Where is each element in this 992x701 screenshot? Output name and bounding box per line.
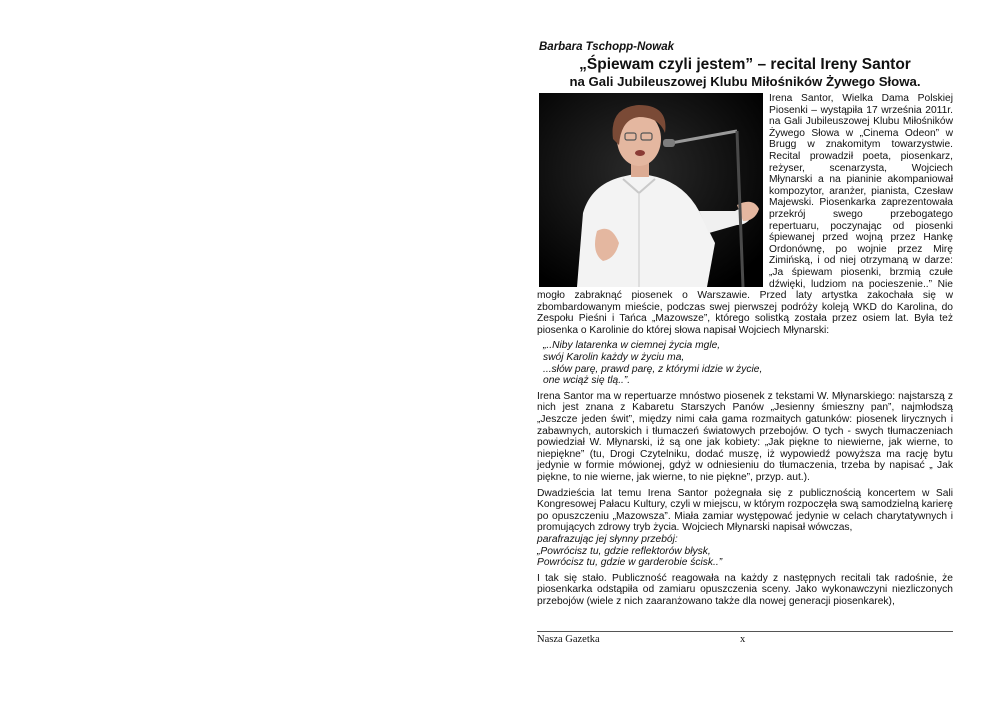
- article-title: „Śpiewam czyli jestem” – recital Ireny Santor: [579, 56, 911, 73]
- singer-photo-icon: [539, 93, 763, 287]
- singer-photo: [539, 93, 763, 287]
- quote-line: Powrócisz tu, gdzie w garderobie ścisk..”: [537, 557, 723, 569]
- article-intro-paragraph: Irena Santor, Wielka Dama Polskiej Piosenki – wystąpiła 17 września 2011r. na Gali Jubileuszowej Klubu Miłośników Żywego Słowa w „Cinema Odeon” w Brugg w znakomitym towarzystwie. Recital prowadził poeta, piosenkarz, reżyser, scenarzysta, Wojciech Młynarski a na pianinie akompaniował kompozytor, aranżer, pianista, Czesław Majewski. Piosenkarka zaprezentowała przekrój swego przebogatego repertuaru, poczynając od piosenki śpiewanej przed wojną przez Hankę Ordonównę, po wojnie przez Mirę Zimińską, i od niej otrzymaną w darze: „Ja śpiewam piosenki, brzmią czułe dźwięki, ludziom na pocieszenie..” Nie mogło zabraknąć piosenek o Warszawie. Przed laty artystka zakochała się w zbombardowanym mieście, podczas swej pierwszej podróży koleją WKD do Karolina, do Zespołu Pieśni i Tańca „Mazowsze”, którego solistką została przez osiem lat. Była też piosenka o Karolinie do której słowa napisał Wojciech Młynarski:: [537, 93, 953, 336]
- comeback-quote: [537, 534, 953, 569]
- quote-line: one wciąż się tlą..”.: [543, 375, 631, 387]
- quote-line: „Powrócisz tu, gdzie reflektorów błysk,: [537, 545, 711, 557]
- return-paragraph: I tak się stało. Publiczność reagowała na każdy z następnych recitali tak radośnie, że piosenkarka odstąpiła od zamiaru opuszczenia sceny. Jako wykonawczyni niezliczonych przebojów (wiele z nich zaaranżowano także dla nowej generacji piosenkarek),: [537, 572, 953, 607]
- quote-line: swój Karolin każdy w życiu ma,: [543, 352, 685, 364]
- publication-name: Nasza Gazetka: [537, 634, 600, 645]
- article-page: [537, 40, 953, 612]
- quote-line: „..Niby latarenka w ciemnej życia mgle,: [543, 340, 721, 352]
- page-footer: [537, 631, 953, 645]
- repertoire-paragraph: Irena Santor ma w repertuarze mnóstwo piosenek z tekstami W. Młynarskiego: najstarszą z nich jest znana z Kabaretu Starszych Panów „Jesienny śmieszny pan”, najmłodszą „Jeszcze jeden świt”, między nimi cała gama rozmaitych gatunków: piosenek lirycznych i zabawnych, autorskich i tłumaczeń światowych przebojów. O tych - swych tłumaczeniach powiedział W. Młynarski, iż są one jak kobiety: „Jak piękne to niewierne, jak wierne, to niepiękne” (tu, Drogi Czytelniku, dodać muszę, iż wypowiedź powyższa ma rację bytu jedynie w formie mówionej, gdyż w odniesieniu do tłumaczenia, trzeba by napisać „ Jak piękne, to nie wierne, jak wierne, to nie piękne”, przyp. aut.).: [537, 390, 953, 483]
- quote-line: ...słów parę, prawd parę, z którymi idzie w życie,: [543, 363, 763, 375]
- article-author: Barbara Tschopp-Nowak: [539, 41, 675, 53]
- farewell-paragraph: Dwadzieścia lat temu Irena Santor pożegnała się z publicznością koncertem w Sali Kongresowej Pałacu Kultury, czyli w miejscu, w którym rozpoczęła swą samodzielną karierę po opuszczeniu „Mazowsza”. Miała zamiar występować jedynie w celach charytatywnych i promujących zdrowy tryb życia. Wojciech Młynarski napisał wówczas,: [537, 487, 953, 534]
- page-number: x: [740, 634, 746, 645]
- article-body: [537, 93, 953, 608]
- karolin-quote: [543, 340, 953, 386]
- quote-line: parafrazując jej słynny przebój:: [537, 533, 678, 545]
- article-subtitle: na Gali Jubileuszowej Klubu Miłośników Żywego Słowa.: [569, 74, 921, 89]
